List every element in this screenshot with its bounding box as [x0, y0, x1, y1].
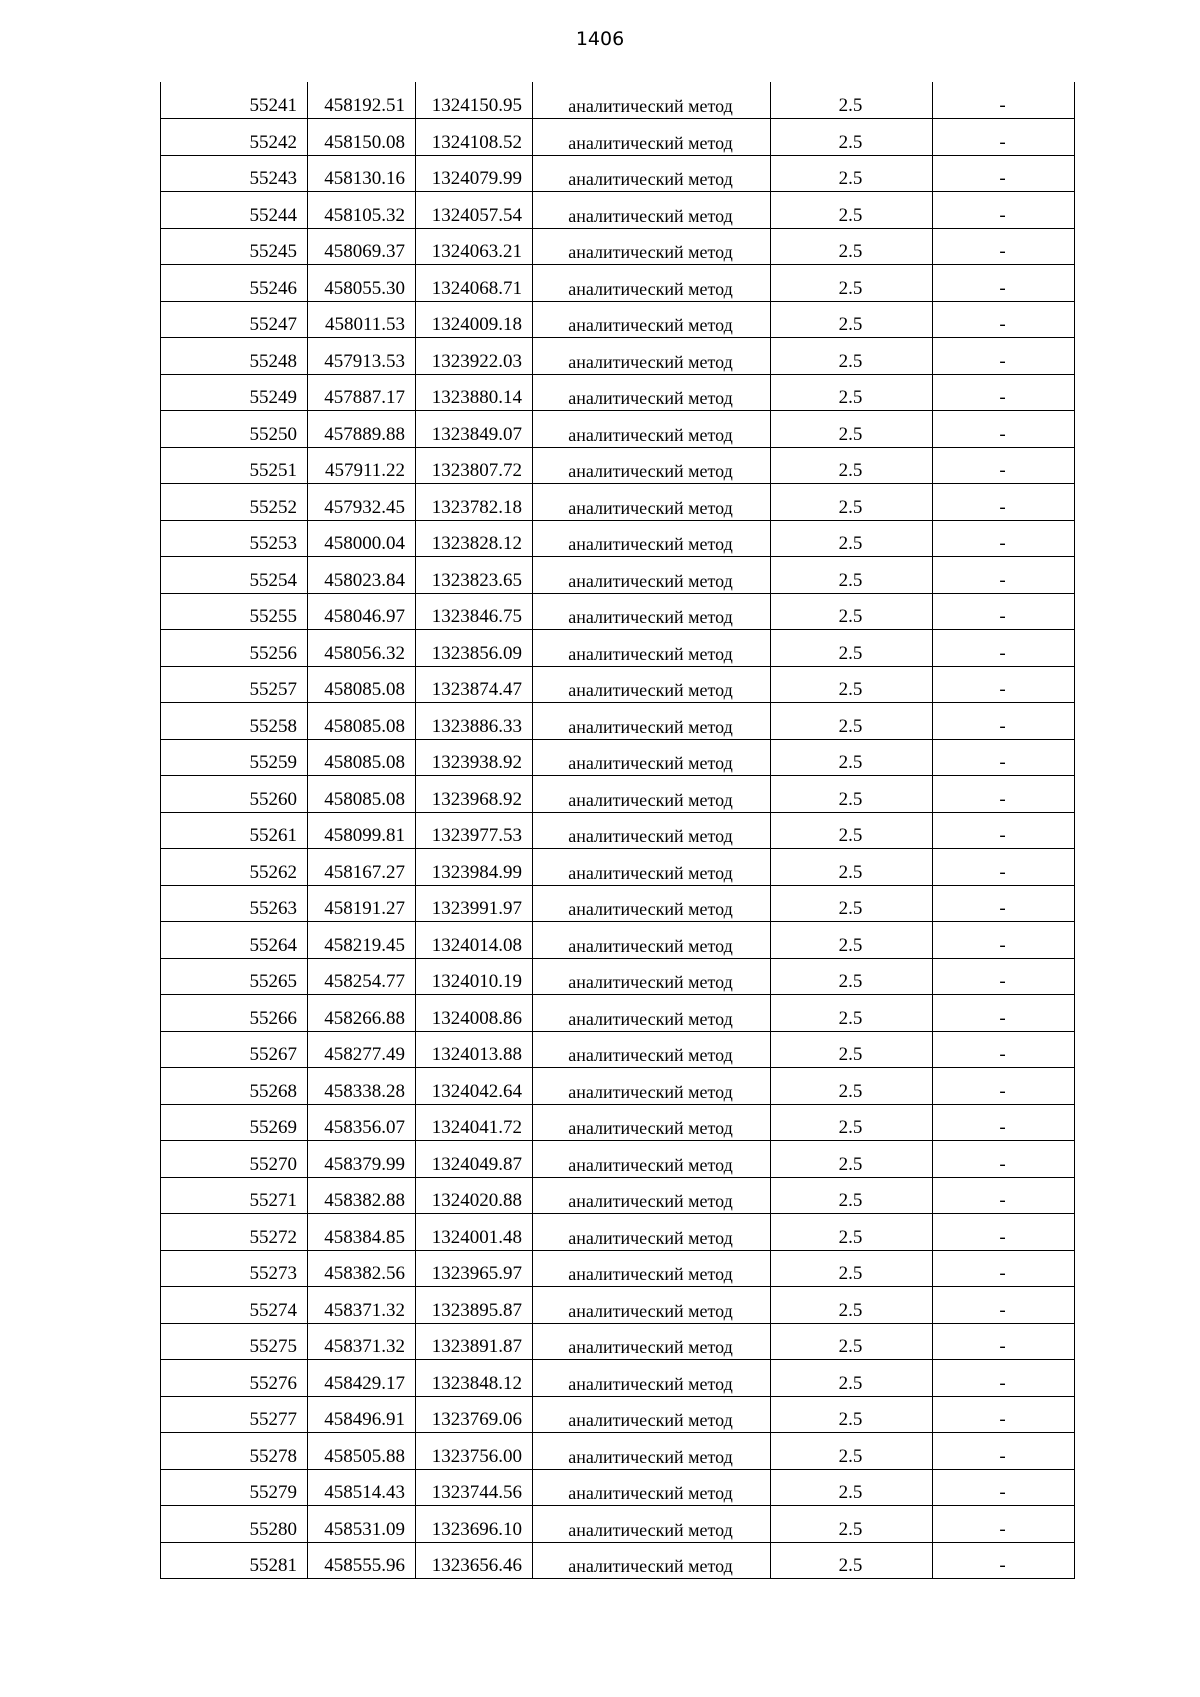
note-cell: - [933, 666, 1075, 703]
point-number-cell: 55277 [161, 1396, 308, 1433]
point-number-cell: 55266 [161, 995, 308, 1032]
x-coordinate-cell: 458371.32 [308, 1287, 416, 1324]
y-coordinate-cell: 1323874.47 [416, 666, 533, 703]
point-number-cell: 55276 [161, 1360, 308, 1397]
table-row [161, 411, 1075, 448]
point-number-cell: 55272 [161, 1214, 308, 1251]
method-cell: аналитический метод [533, 1469, 771, 1506]
x-coordinate-cell: 457911.22 [308, 447, 416, 484]
method-cell: аналитический метод [533, 1287, 771, 1324]
method-cell: аналитический метод [533, 557, 771, 594]
accuracy-cell: 2.5 [771, 192, 933, 229]
page-number: 1406 [575, 28, 625, 50]
x-coordinate-cell: 457889.88 [308, 411, 416, 448]
method-cell: аналитический метод [533, 593, 771, 630]
point-number-cell: 55275 [161, 1323, 308, 1360]
point-number-cell: 55248 [161, 338, 308, 375]
table-row [161, 958, 1075, 995]
x-coordinate-cell: 458429.17 [308, 1360, 416, 1397]
method-cell: аналитический метод [533, 82, 771, 119]
x-coordinate-cell: 457887.17 [308, 374, 416, 411]
note-cell: - [933, 338, 1075, 375]
accuracy-cell: 2.5 [771, 374, 933, 411]
x-coordinate-cell: 458371.32 [308, 1323, 416, 1360]
table-row [161, 557, 1075, 594]
note-cell: - [933, 1141, 1075, 1178]
x-coordinate-cell: 458085.08 [308, 703, 416, 740]
method-cell: аналитический метод [533, 1433, 771, 1470]
method-cell: аналитический метод [533, 411, 771, 448]
x-coordinate-cell: 458130.16 [308, 155, 416, 192]
point-number-cell: 55255 [161, 593, 308, 630]
point-number-cell: 55270 [161, 1141, 308, 1178]
accuracy-cell: 2.5 [771, 338, 933, 375]
method-cell: аналитический метод [533, 1506, 771, 1543]
y-coordinate-cell: 1324041.72 [416, 1104, 533, 1141]
y-coordinate-cell: 1324042.64 [416, 1068, 533, 1105]
accuracy-cell: 2.5 [771, 1287, 933, 1324]
method-cell: аналитический метод [533, 1542, 771, 1579]
note-cell: - [933, 1287, 1075, 1324]
y-coordinate-cell: 1323968.92 [416, 776, 533, 813]
note-cell: - [933, 1542, 1075, 1579]
x-coordinate-cell: 458382.88 [308, 1177, 416, 1214]
x-coordinate-cell: 458085.08 [308, 739, 416, 776]
accuracy-cell: 2.5 [771, 155, 933, 192]
x-coordinate-cell: 458531.09 [308, 1506, 416, 1543]
point-number-cell: 55242 [161, 119, 308, 156]
point-number-cell: 55264 [161, 922, 308, 959]
note-cell: - [933, 192, 1075, 229]
note-cell: - [933, 557, 1075, 594]
y-coordinate-cell: 1323938.92 [416, 739, 533, 776]
method-cell: аналитический метод [533, 228, 771, 265]
y-coordinate-cell: 1323848.12 [416, 1360, 533, 1397]
method-cell: аналитический метод [533, 119, 771, 156]
accuracy-cell: 2.5 [771, 119, 933, 156]
y-coordinate-cell: 1323886.33 [416, 703, 533, 740]
point-number-cell: 55267 [161, 1031, 308, 1068]
method-cell: аналитический метод [533, 338, 771, 375]
accuracy-cell: 2.5 [771, 849, 933, 886]
y-coordinate-cell: 1324020.88 [416, 1177, 533, 1214]
note-cell: - [933, 119, 1075, 156]
x-coordinate-cell: 458192.51 [308, 82, 416, 119]
accuracy-cell: 2.5 [771, 520, 933, 557]
method-cell: аналитический метод [533, 958, 771, 995]
table-row [161, 849, 1075, 886]
table-row [161, 1433, 1075, 1470]
x-coordinate-cell: 458254.77 [308, 958, 416, 995]
note-cell: - [933, 849, 1075, 886]
table-row [161, 338, 1075, 375]
accuracy-cell: 2.5 [771, 1031, 933, 1068]
point-number-cell: 55280 [161, 1506, 308, 1543]
point-number-cell: 55279 [161, 1469, 308, 1506]
table-row [161, 812, 1075, 849]
x-coordinate-cell: 458496.91 [308, 1396, 416, 1433]
accuracy-cell: 2.5 [771, 228, 933, 265]
x-coordinate-cell: 458382.56 [308, 1250, 416, 1287]
coordinates-table [160, 82, 1075, 1579]
method-cell: аналитический метод [533, 885, 771, 922]
note-cell: - [933, 593, 1075, 630]
table-row [161, 155, 1075, 192]
point-number-cell: 55271 [161, 1177, 308, 1214]
point-number-cell: 55245 [161, 228, 308, 265]
accuracy-cell: 2.5 [771, 1396, 933, 1433]
y-coordinate-cell: 1323828.12 [416, 520, 533, 557]
note-cell: - [933, 958, 1075, 995]
table-row [161, 1250, 1075, 1287]
x-coordinate-cell: 458219.45 [308, 922, 416, 959]
y-coordinate-cell: 1324068.71 [416, 265, 533, 302]
method-cell: аналитический метод [533, 849, 771, 886]
x-coordinate-cell: 458514.43 [308, 1469, 416, 1506]
x-coordinate-cell: 458085.08 [308, 776, 416, 813]
x-coordinate-cell: 458105.32 [308, 192, 416, 229]
point-number-cell: 55257 [161, 666, 308, 703]
y-coordinate-cell: 1324010.19 [416, 958, 533, 995]
method-cell: аналитический метод [533, 776, 771, 813]
accuracy-cell: 2.5 [771, 776, 933, 813]
accuracy-cell: 2.5 [771, 1506, 933, 1543]
method-cell: аналитический метод [533, 1104, 771, 1141]
y-coordinate-cell: 1324108.52 [416, 119, 533, 156]
note-cell: - [933, 812, 1075, 849]
accuracy-cell: 2.5 [771, 703, 933, 740]
table-row [161, 192, 1075, 229]
x-coordinate-cell: 458000.04 [308, 520, 416, 557]
y-coordinate-cell: 1323846.75 [416, 593, 533, 630]
y-coordinate-cell: 1323891.87 [416, 1323, 533, 1360]
table-row [161, 82, 1075, 119]
point-number-cell: 55265 [161, 958, 308, 995]
note-cell: - [933, 922, 1075, 959]
point-number-cell: 55253 [161, 520, 308, 557]
table-row [161, 593, 1075, 630]
x-coordinate-cell: 458167.27 [308, 849, 416, 886]
x-coordinate-cell: 458379.99 [308, 1141, 416, 1178]
y-coordinate-cell: 1323744.56 [416, 1469, 533, 1506]
table-row [161, 1396, 1075, 1433]
y-coordinate-cell: 1323922.03 [416, 338, 533, 375]
x-coordinate-cell: 457932.45 [308, 484, 416, 521]
note-cell: - [933, 1250, 1075, 1287]
accuracy-cell: 2.5 [771, 1214, 933, 1251]
x-coordinate-cell: 458356.07 [308, 1104, 416, 1141]
x-coordinate-cell: 458191.27 [308, 885, 416, 922]
note-cell: - [933, 374, 1075, 411]
table-row [161, 301, 1075, 338]
table-row [161, 447, 1075, 484]
accuracy-cell: 2.5 [771, 1469, 933, 1506]
y-coordinate-cell: 1324049.87 [416, 1141, 533, 1178]
note-cell: - [933, 776, 1075, 813]
point-number-cell: 55243 [161, 155, 308, 192]
point-number-cell: 55256 [161, 630, 308, 667]
table-row [161, 1360, 1075, 1397]
x-coordinate-cell: 457913.53 [308, 338, 416, 375]
accuracy-cell: 2.5 [771, 666, 933, 703]
accuracy-cell: 2.5 [771, 812, 933, 849]
note-cell: - [933, 1177, 1075, 1214]
method-cell: аналитический метод [533, 1250, 771, 1287]
note-cell: - [933, 301, 1075, 338]
note-cell: - [933, 1396, 1075, 1433]
note-cell: - [933, 484, 1075, 521]
accuracy-cell: 2.5 [771, 1104, 933, 1141]
x-coordinate-cell: 458266.88 [308, 995, 416, 1032]
note-cell: - [933, 739, 1075, 776]
method-cell: аналитический метод [533, 1141, 771, 1178]
table-row [161, 484, 1075, 521]
x-coordinate-cell: 458011.53 [308, 301, 416, 338]
x-coordinate-cell: 458099.81 [308, 812, 416, 849]
table-row [161, 228, 1075, 265]
method-cell: аналитический метод [533, 1214, 771, 1251]
y-coordinate-cell: 1324008.86 [416, 995, 533, 1032]
note-cell: - [933, 1469, 1075, 1506]
method-cell: аналитический метод [533, 739, 771, 776]
note-cell: - [933, 1031, 1075, 1068]
note-cell: - [933, 885, 1075, 922]
accuracy-cell: 2.5 [771, 1177, 933, 1214]
note-cell: - [933, 1068, 1075, 1105]
y-coordinate-cell: 1324063.21 [416, 228, 533, 265]
point-number-cell: 55249 [161, 374, 308, 411]
table-row [161, 265, 1075, 302]
method-cell: аналитический метод [533, 192, 771, 229]
method-cell: аналитический метод [533, 520, 771, 557]
method-cell: аналитический метод [533, 703, 771, 740]
y-coordinate-cell: 1323807.72 [416, 447, 533, 484]
method-cell: аналитический метод [533, 995, 771, 1032]
method-cell: аналитический метод [533, 1031, 771, 1068]
note-cell: - [933, 630, 1075, 667]
x-coordinate-cell: 458055.30 [308, 265, 416, 302]
y-coordinate-cell: 1323965.97 [416, 1250, 533, 1287]
point-number-cell: 55262 [161, 849, 308, 886]
accuracy-cell: 2.5 [771, 411, 933, 448]
table-row [161, 1469, 1075, 1506]
y-coordinate-cell: 1323849.07 [416, 411, 533, 448]
table-row [161, 703, 1075, 740]
accuracy-cell: 2.5 [771, 1250, 933, 1287]
accuracy-cell: 2.5 [771, 1542, 933, 1579]
table-row [161, 1104, 1075, 1141]
y-coordinate-cell: 1323769.06 [416, 1396, 533, 1433]
note-cell: - [933, 995, 1075, 1032]
accuracy-cell: 2.5 [771, 995, 933, 1032]
note-cell: - [933, 1214, 1075, 1251]
method-cell: аналитический метод [533, 1068, 771, 1105]
point-number-cell: 55260 [161, 776, 308, 813]
point-number-cell: 55278 [161, 1433, 308, 1470]
note-cell: - [933, 1360, 1075, 1397]
accuracy-cell: 2.5 [771, 265, 933, 302]
point-number-cell: 55273 [161, 1250, 308, 1287]
accuracy-cell: 2.5 [771, 958, 933, 995]
point-number-cell: 55250 [161, 411, 308, 448]
y-coordinate-cell: 1324014.08 [416, 922, 533, 959]
x-coordinate-cell: 458338.28 [308, 1068, 416, 1105]
method-cell: аналитический метод [533, 374, 771, 411]
note-cell: - [933, 1506, 1075, 1543]
note-cell: - [933, 155, 1075, 192]
table-row [161, 1287, 1075, 1324]
accuracy-cell: 2.5 [771, 1323, 933, 1360]
x-coordinate-cell: 458150.08 [308, 119, 416, 156]
point-number-cell: 55251 [161, 447, 308, 484]
table-row [161, 1031, 1075, 1068]
y-coordinate-cell: 1324013.88 [416, 1031, 533, 1068]
x-coordinate-cell: 458056.32 [308, 630, 416, 667]
point-number-cell: 55263 [161, 885, 308, 922]
table-row [161, 666, 1075, 703]
accuracy-cell: 2.5 [771, 484, 933, 521]
accuracy-cell: 2.5 [771, 1141, 933, 1178]
x-coordinate-cell: 458069.37 [308, 228, 416, 265]
table-row [161, 1177, 1075, 1214]
accuracy-cell: 2.5 [771, 885, 933, 922]
note-cell: - [933, 265, 1075, 302]
x-coordinate-cell: 458505.88 [308, 1433, 416, 1470]
y-coordinate-cell: 1323895.87 [416, 1287, 533, 1324]
point-number-cell: 55281 [161, 1542, 308, 1579]
point-number-cell: 55274 [161, 1287, 308, 1324]
x-coordinate-cell: 458384.85 [308, 1214, 416, 1251]
x-coordinate-cell: 458277.49 [308, 1031, 416, 1068]
y-coordinate-cell: 1323991.97 [416, 885, 533, 922]
point-number-cell: 55252 [161, 484, 308, 521]
table-row [161, 630, 1075, 667]
point-number-cell: 55258 [161, 703, 308, 740]
table-row [161, 520, 1075, 557]
table-row [161, 1542, 1075, 1579]
note-cell: - [933, 1433, 1075, 1470]
y-coordinate-cell: 1324057.54 [416, 192, 533, 229]
method-cell: аналитический метод [533, 1396, 771, 1433]
method-cell: аналитический метод [533, 812, 771, 849]
table-row [161, 776, 1075, 813]
y-coordinate-cell: 1323977.53 [416, 812, 533, 849]
accuracy-cell: 2.5 [771, 922, 933, 959]
note-cell: - [933, 1104, 1075, 1141]
method-cell: аналитический метод [533, 1177, 771, 1214]
note-cell: - [933, 411, 1075, 448]
y-coordinate-cell: 1323856.09 [416, 630, 533, 667]
x-coordinate-cell: 458023.84 [308, 557, 416, 594]
point-number-cell: 55259 [161, 739, 308, 776]
note-cell: - [933, 1323, 1075, 1360]
y-coordinate-cell: 1323984.99 [416, 849, 533, 886]
point-number-cell: 55244 [161, 192, 308, 229]
method-cell: аналитический метод [533, 484, 771, 521]
accuracy-cell: 2.5 [771, 1433, 933, 1470]
y-coordinate-cell: 1324150.95 [416, 82, 533, 119]
note-cell: - [933, 520, 1075, 557]
point-number-cell: 55268 [161, 1068, 308, 1105]
y-coordinate-cell: 1323880.14 [416, 374, 533, 411]
table-body [161, 82, 1075, 1579]
note-cell: - [933, 82, 1075, 119]
accuracy-cell: 2.5 [771, 1360, 933, 1397]
x-coordinate-cell: 458555.96 [308, 1542, 416, 1579]
method-cell: аналитический метод [533, 630, 771, 667]
table-row [161, 885, 1075, 922]
table-row [161, 922, 1075, 959]
note-cell: - [933, 228, 1075, 265]
method-cell: аналитический метод [533, 922, 771, 959]
y-coordinate-cell: 1324001.48 [416, 1214, 533, 1251]
method-cell: аналитический метод [533, 1360, 771, 1397]
accuracy-cell: 2.5 [771, 1068, 933, 1105]
table-row [161, 374, 1075, 411]
method-cell: аналитический метод [533, 301, 771, 338]
method-cell: аналитический метод [533, 265, 771, 302]
table-row [161, 1323, 1075, 1360]
table-row [161, 739, 1075, 776]
accuracy-cell: 2.5 [771, 630, 933, 667]
point-number-cell: 55261 [161, 812, 308, 849]
accuracy-cell: 2.5 [771, 301, 933, 338]
y-coordinate-cell: 1323656.46 [416, 1542, 533, 1579]
y-coordinate-cell: 1323696.10 [416, 1506, 533, 1543]
method-cell: аналитический метод [533, 1323, 771, 1360]
point-number-cell: 55246 [161, 265, 308, 302]
y-coordinate-cell: 1324079.99 [416, 155, 533, 192]
method-cell: аналитический метод [533, 666, 771, 703]
table-row [161, 995, 1075, 1032]
point-number-cell: 55254 [161, 557, 308, 594]
table-row [161, 1068, 1075, 1105]
accuracy-cell: 2.5 [771, 593, 933, 630]
note-cell: - [933, 447, 1075, 484]
note-cell: - [933, 703, 1075, 740]
y-coordinate-cell: 1324009.18 [416, 301, 533, 338]
method-cell: аналитический метод [533, 155, 771, 192]
point-number-cell: 55269 [161, 1104, 308, 1141]
y-coordinate-cell: 1323756.00 [416, 1433, 533, 1470]
x-coordinate-cell: 458085.08 [308, 666, 416, 703]
accuracy-cell: 2.5 [771, 447, 933, 484]
method-cell: аналитический метод [533, 447, 771, 484]
x-coordinate-cell: 458046.97 [308, 593, 416, 630]
accuracy-cell: 2.5 [771, 82, 933, 119]
table-row [161, 119, 1075, 156]
accuracy-cell: 2.5 [771, 739, 933, 776]
point-number-cell: 55241 [161, 82, 308, 119]
table-row [161, 1141, 1075, 1178]
point-number-cell: 55247 [161, 301, 308, 338]
y-coordinate-cell: 1323782.18 [416, 484, 533, 521]
table-row [161, 1214, 1075, 1251]
y-coordinate-cell: 1323823.65 [416, 557, 533, 594]
table-row [161, 1506, 1075, 1543]
accuracy-cell: 2.5 [771, 557, 933, 594]
